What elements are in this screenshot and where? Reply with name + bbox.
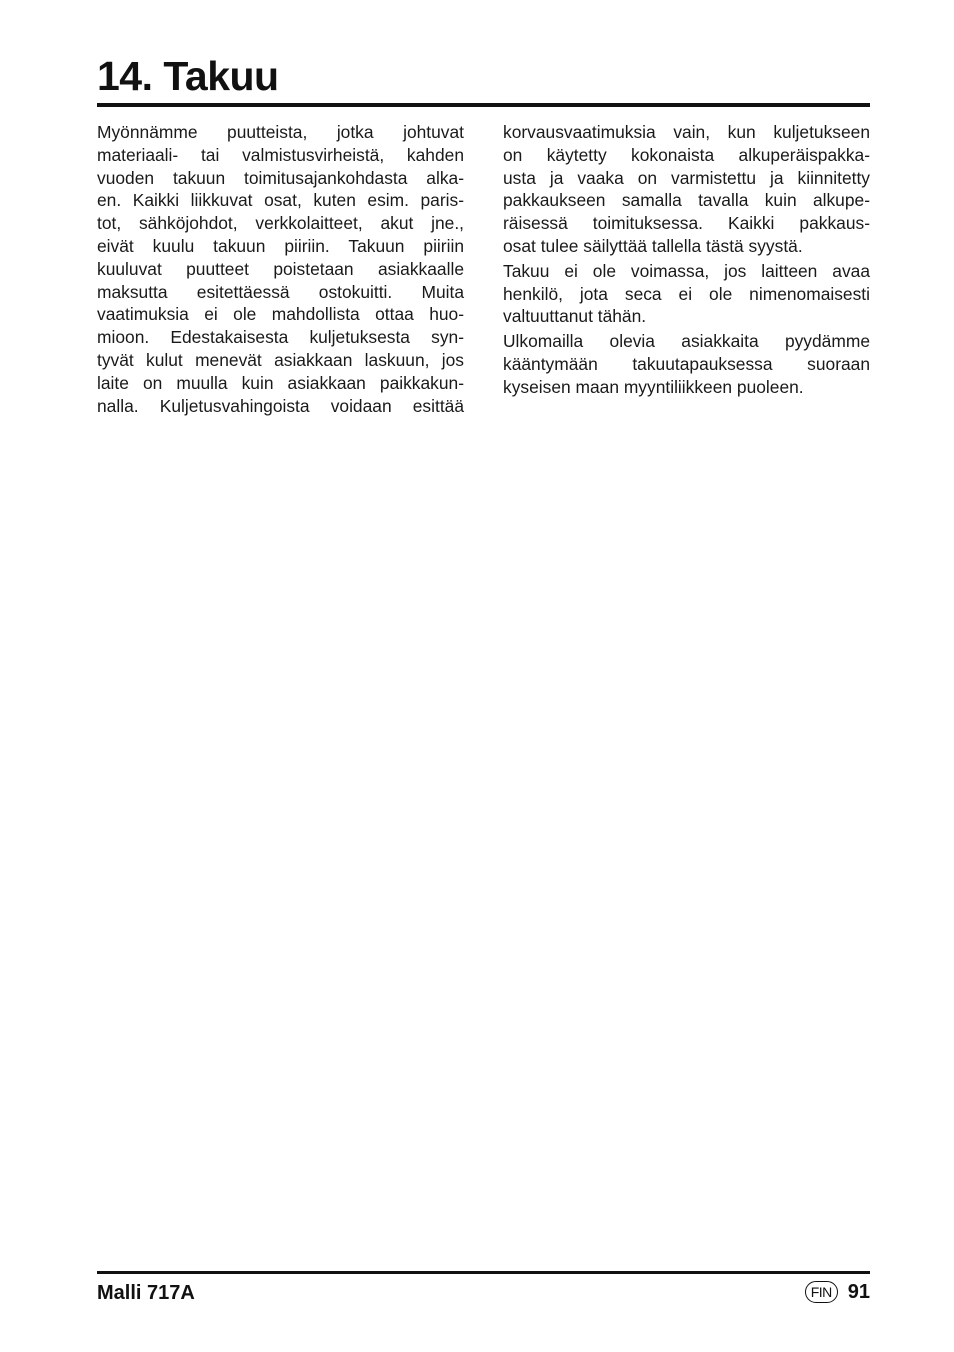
text-line: kääntymään takuutapauksessa suoraan: [503, 353, 870, 374]
text-line: räisessä toimituksessa. Kaikki pakkaus-: [503, 213, 870, 234]
page-title: 14. Takuu: [97, 53, 279, 99]
text-line: kyseisen maan myyntiliikkeen puoleen.: [503, 376, 804, 397]
left-text-column: [97, 121, 464, 417]
text-line: en. Kaikki liikkuvat osat, kuten esim. paris-: [97, 190, 464, 211]
text-line: kuuluvat puutteet poistetaan asiakkaalle: [97, 258, 464, 279]
text-line: korvausvaatimuksia vain, kun kuljetukseen: [503, 122, 870, 142]
text-line: Ulkomailla olevia asiakkaita pyydämme: [503, 331, 870, 352]
text-line: Myönnämme puutteista, jotka johtuvat: [97, 122, 464, 142]
footer-model-name: Malli 717A: [97, 1282, 195, 1304]
text-line: pakkaukseen samalla tavalla kuin alkupe-: [503, 190, 870, 211]
language-badge: FIN: [805, 1281, 838, 1303]
footer-rule: [97, 1271, 870, 1274]
text-line: vuoden takuun toimitusajankohdasta alka-: [97, 167, 464, 188]
text-line: nalla. Kuljetusvahingoista voidaan esittää: [97, 395, 464, 416]
text-line: Takuu ei ole voimassa, jos laitteen avaa: [503, 260, 870, 281]
text-line: henkilö, jota seca ei ole nimenomaisesti: [503, 283, 870, 304]
text-line: osat tulee säilyttää tallella tästä syystä.: [503, 235, 803, 256]
page-number: 91: [847, 1281, 870, 1303]
title-rule: [97, 103, 870, 107]
text-line: mioon. Edestakaisesta kuljetuksesta syn-: [97, 327, 464, 348]
text-line: maksutta esitettäessä ostokuitti. Muita: [97, 281, 464, 302]
text-line: valtuuttanut tähän.: [503, 306, 647, 327]
text-line: laite on muulla kuin asiakkaan paikkakun-: [97, 372, 464, 393]
text-line: tot, sähköjohdot, verkkolaitteet, akut jne.,: [97, 213, 464, 234]
footer-page-info: [805, 1279, 870, 1305]
text-line: usta ja vaaka on varmistettu ja kiinnitetty: [503, 167, 870, 188]
text-line: eivät kuulu takuun piiriin. Takuun piiriin: [97, 235, 464, 256]
right-text-column: [503, 121, 870, 399]
text-line: materiaali- tai valmistusvirheistä, kahden: [97, 144, 464, 165]
text-line: vaatimuksia ei ole mahdollista ottaa huo-: [97, 304, 464, 325]
text-line: on käytetty kokonaista alkuperäispakka-: [503, 144, 870, 165]
text-line: tyvät kulut menevät asiakkaan laskuun, jos: [97, 349, 464, 370]
